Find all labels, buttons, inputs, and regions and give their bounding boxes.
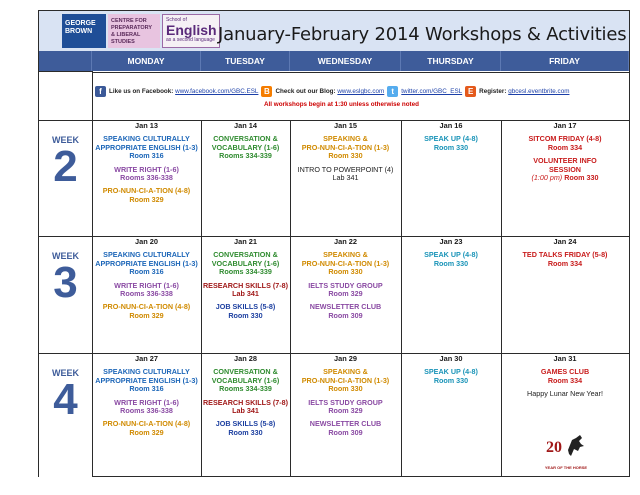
day-cell-fri bbox=[501, 236, 629, 353]
workshop-location: Lab 341 bbox=[232, 289, 259, 299]
workshop-entry bbox=[501, 157, 629, 182]
workshop-entry bbox=[201, 135, 290, 160]
blog-link[interactable]: www.eslgbc.com bbox=[337, 88, 385, 95]
cell-date: Jan 31 bbox=[553, 354, 577, 363]
workshop-title: SESSION bbox=[549, 164, 581, 174]
workshop-title: TED TALKS FRIDAY (5-8) bbox=[522, 250, 608, 260]
workshop-entry bbox=[92, 166, 201, 183]
workshop-location: Room 330 bbox=[433, 375, 469, 385]
day-header-friday: FRIDAY bbox=[501, 51, 629, 71]
cell-date: Jan 14 bbox=[233, 121, 257, 130]
workshop-location: Room 329 bbox=[129, 310, 164, 320]
week-word: WEEK bbox=[52, 368, 79, 378]
workshop-title: VOCABULARY (1-6) bbox=[211, 375, 280, 385]
workshop-entry bbox=[92, 303, 201, 320]
workshop-title: PRO-NUN-CI-A-TION (4-8) bbox=[102, 419, 191, 429]
day-header-monday: MONDAY bbox=[92, 51, 201, 71]
cell-date: Jan 24 bbox=[553, 237, 577, 246]
day-cell-mon bbox=[92, 120, 201, 236]
workshop-title: PRO-NUN-CI-A-TION (4-8) bbox=[102, 186, 191, 196]
workshop-location: Room 334 bbox=[547, 258, 583, 268]
cell-date: Jan 16 bbox=[439, 121, 463, 130]
day-cell-fri bbox=[501, 120, 629, 236]
workshop-title: SPEAKING & bbox=[323, 250, 368, 260]
workshop-title: WRITE RIGHT (1-6) bbox=[114, 164, 179, 174]
workshop-entry bbox=[290, 135, 401, 160]
second-language-text: as a second language bbox=[166, 37, 215, 43]
cell-date: Jan 30 bbox=[439, 354, 463, 363]
workshop-entry bbox=[92, 420, 201, 437]
george-brown-logo bbox=[62, 14, 106, 48]
workshop-title: APPROPRIATE ENGLISH (1-3) bbox=[95, 142, 198, 152]
workshop-entry bbox=[92, 135, 201, 160]
day-header-thursday: THURSDAY bbox=[401, 51, 501, 71]
week-label-4 bbox=[39, 353, 92, 477]
workshop-title: SPEAK UP (4-8) bbox=[424, 134, 478, 144]
workshop-entry bbox=[501, 368, 629, 385]
day-cell-tue bbox=[201, 120, 290, 236]
english-text: English bbox=[166, 22, 217, 38]
school-of-text: School of bbox=[166, 17, 187, 23]
workshop-title: RESEARCH SKILLS (7-8) bbox=[202, 397, 289, 407]
workshop-entry bbox=[501, 251, 629, 268]
workshop-title: WRITE RIGHT (1-6) bbox=[114, 280, 179, 290]
register-label: Register: bbox=[479, 88, 507, 95]
workshop-entry bbox=[290, 282, 401, 299]
workshop-title: SPEAKING CULTURALLY bbox=[103, 250, 190, 260]
workshop-title: JOB SKILLS (5-8) bbox=[215, 419, 276, 429]
workshop-title: NEWSLETTER CLUB bbox=[309, 302, 382, 312]
info-row bbox=[92, 72, 629, 121]
workshop-location: Rooms 334-339 bbox=[219, 151, 272, 161]
workshop-title: IELTS STUDY GROUP bbox=[308, 397, 383, 407]
workshop-title: SPEAKING & bbox=[323, 367, 368, 377]
workshop-title: CONVERSATION & bbox=[213, 250, 278, 260]
workshop-title: RESEARCH SKILLS (7-8) bbox=[202, 280, 289, 290]
workshop-entry bbox=[92, 187, 201, 204]
workshop-title: CONVERSATION & bbox=[213, 134, 278, 144]
workshop-location: Room 334 bbox=[547, 375, 583, 385]
workshop-location: Room 330 bbox=[228, 310, 263, 320]
workshop-location: Room 330 bbox=[228, 427, 263, 437]
day-cell-mon bbox=[92, 353, 201, 477]
week-number: 2 bbox=[53, 142, 78, 191]
workshop-location: Rooms 334-339 bbox=[219, 384, 272, 394]
workshop-location: Room 330 bbox=[328, 151, 363, 161]
workshop-entry bbox=[401, 135, 501, 152]
facebook-link[interactable]: www.facebook.com/GBC.ESL bbox=[175, 88, 259, 95]
workshop-entry bbox=[501, 390, 629, 398]
cell-date: Jan 13 bbox=[134, 121, 158, 130]
corner-header bbox=[39, 51, 92, 71]
workshop-entry bbox=[201, 303, 290, 320]
day-cell-mon bbox=[92, 236, 201, 353]
workshop-title: PRO-NUN-CI-A-TION (1-3) bbox=[301, 258, 390, 268]
workshop-entry bbox=[290, 251, 401, 276]
horse-caption: YEAR OF THE HORSE bbox=[544, 465, 588, 470]
eventbrite-icon[interactable]: E bbox=[465, 86, 476, 97]
workshop-location: Room 330 bbox=[433, 142, 469, 152]
workshop-location: Rooms 334-339 bbox=[219, 267, 272, 277]
twitter-link[interactable]: twitter.com/GBC_ESL bbox=[401, 88, 463, 95]
workshop-entry bbox=[401, 368, 501, 385]
social-links bbox=[92, 86, 569, 97]
facebook-icon[interactable]: f bbox=[95, 86, 106, 97]
workshop-title: VOCABULARY (1-6) bbox=[211, 142, 280, 152]
day-cell-thu bbox=[401, 353, 501, 477]
day-cell-wed bbox=[290, 120, 401, 236]
blog-label: Check out our Blog: bbox=[275, 88, 336, 95]
workshop-title: SPEAK UP (4-8) bbox=[424, 367, 478, 377]
workshop-title: SPEAKING CULTURALLY bbox=[103, 134, 190, 144]
workshop-title: JOB SKILLS (5-8) bbox=[215, 302, 276, 312]
info-row-spacer bbox=[39, 71, 92, 120]
workshop-title: INTRO TO POWERPOINT (4) bbox=[297, 164, 394, 174]
workshop-title: CONVERSATION & bbox=[213, 367, 278, 377]
workshop-location: Room 329 bbox=[129, 194, 164, 204]
horse-silhouette bbox=[568, 435, 584, 456]
cell-date: Jan 21 bbox=[233, 237, 257, 246]
workshop-location: Room 309 bbox=[328, 427, 363, 437]
workshop-location: Lab 341 bbox=[232, 406, 259, 416]
workshop-title: SPEAK UP (4-8) bbox=[424, 250, 478, 260]
twitter-icon[interactable]: t bbox=[387, 86, 398, 97]
workshop-location: (1:00 pm) Room 330 bbox=[531, 173, 599, 183]
workshop-location: Rooms 336-338 bbox=[120, 406, 173, 416]
workshop-location: Room 316 bbox=[129, 384, 164, 394]
logo-strip bbox=[62, 14, 220, 48]
workshop-title: NEWSLETTER CLUB bbox=[309, 419, 382, 429]
day-cell-tue bbox=[201, 353, 290, 477]
workshop-entry bbox=[201, 282, 290, 299]
year-of-horse-graphic bbox=[536, 432, 596, 470]
workshop-title: APPROPRIATE ENGLISH (1-3) bbox=[95, 375, 198, 385]
cell-date: Jan 23 bbox=[439, 237, 463, 246]
week-word: WEEK bbox=[52, 251, 79, 261]
workshop-title: PRO-NUN-CI-A-TION (4-8) bbox=[102, 302, 191, 312]
workshop-entry bbox=[290, 303, 401, 320]
workshop-location: Rooms 336-338 bbox=[120, 289, 173, 299]
day-cell-tue bbox=[201, 236, 290, 353]
cell-date: Jan 17 bbox=[553, 121, 577, 130]
facebook-label: Like us on Facebook: bbox=[109, 88, 174, 95]
workshop-location: Rooms 336-338 bbox=[120, 173, 173, 183]
day-cell-thu bbox=[401, 236, 501, 353]
workshop-title: SPEAKING CULTURALLY bbox=[103, 367, 190, 377]
week-number: 4 bbox=[53, 375, 78, 424]
day-cell-wed bbox=[290, 236, 401, 353]
workshop-location: Room 330 bbox=[328, 267, 363, 277]
week-label-3 bbox=[39, 236, 92, 353]
day-header-wednesday: WEDNESDAY bbox=[290, 51, 401, 71]
workshop-title: GAMES CLUB bbox=[540, 367, 590, 377]
workshop-entry bbox=[201, 251, 290, 276]
workshop-location: Room 330 bbox=[433, 258, 469, 268]
workshop-location: Room 334 bbox=[547, 142, 583, 152]
cell-date: Jan 29 bbox=[333, 354, 357, 363]
workshop-location: Room 329 bbox=[129, 427, 164, 437]
register-link[interactable]: gbcesl.eventbrite.com bbox=[508, 88, 570, 95]
workshop-location: Room 330 bbox=[328, 384, 363, 394]
workshop-entry bbox=[501, 135, 629, 152]
workshop-entry bbox=[92, 399, 201, 416]
workshop-location: Room 329 bbox=[328, 289, 363, 299]
workshop-title: PRO-NUN-CI-A-TION (1-3) bbox=[301, 375, 390, 385]
workshop-title: WRITE RIGHT (1-6) bbox=[114, 397, 179, 407]
workshop-location: Lab 341 bbox=[332, 173, 359, 183]
workshop-title: VOCABULARY (1-6) bbox=[211, 258, 280, 268]
workshop-time-note: All workshops begin at 1:30 unless otherwise noted bbox=[264, 101, 420, 108]
workshop-entry bbox=[92, 282, 201, 299]
horse-icon bbox=[544, 432, 588, 460]
workshop-title: PRO-NUN-CI-A-TION (1-3) bbox=[301, 142, 390, 152]
week-word: WEEK bbox=[52, 135, 79, 145]
cell-date: Jan 15 bbox=[333, 121, 357, 130]
day-cell-thu bbox=[401, 120, 501, 236]
workshop-entry bbox=[201, 399, 290, 416]
week-label-2 bbox=[39, 120, 92, 236]
workshop-location: Room 309 bbox=[328, 310, 363, 320]
workshop-title: APPROPRIATE ENGLISH (1-3) bbox=[95, 258, 198, 268]
workshop-location: Room 329 bbox=[328, 406, 363, 416]
centre-logo bbox=[108, 14, 160, 48]
workshop-location: Room 316 bbox=[129, 267, 164, 277]
cell-date: Jan 28 bbox=[233, 354, 257, 363]
workshop-title: Happy Lunar New Year! bbox=[527, 389, 603, 399]
workshop-entry bbox=[201, 368, 290, 393]
esl-school-logo bbox=[162, 14, 220, 48]
workshop-entry bbox=[401, 251, 501, 268]
workshop-entry bbox=[201, 420, 290, 437]
workshop-title: SITCOM FRIDAY (4-8) bbox=[528, 134, 602, 144]
workshop-entry bbox=[290, 368, 401, 393]
workshop-entry bbox=[92, 251, 201, 276]
blogger-icon[interactable]: B bbox=[261, 86, 272, 97]
day-header-tuesday: TUESDAY bbox=[201, 51, 290, 71]
workshop-entry bbox=[290, 399, 401, 416]
workshop-title: SPEAKING & bbox=[323, 134, 368, 144]
workshop-title: VOLUNTEER INFO bbox=[533, 156, 597, 166]
day-cell-wed bbox=[290, 353, 401, 477]
workshop-location: Room 316 bbox=[129, 151, 164, 161]
cell-date: Jan 27 bbox=[134, 354, 158, 363]
week-number: 3 bbox=[53, 258, 78, 307]
workshop-entry bbox=[290, 420, 401, 437]
page-title: January-February 2014 Workshops & Activities bbox=[218, 24, 627, 45]
workshop-title: IELTS STUDY GROUP bbox=[308, 280, 383, 290]
cell-date: Jan 22 bbox=[333, 237, 357, 246]
workshop-entry bbox=[290, 166, 401, 183]
cell-date: Jan 20 bbox=[134, 237, 158, 246]
horse-year-text: 20 bbox=[546, 439, 562, 456]
centre-logo-text: CENTRE FOR PREPARATORY & LIBERAL STUDIES bbox=[111, 18, 152, 45]
george-brown-logo-text: GEORGE BROWN bbox=[65, 20, 96, 35]
workshop-entry bbox=[92, 368, 201, 393]
